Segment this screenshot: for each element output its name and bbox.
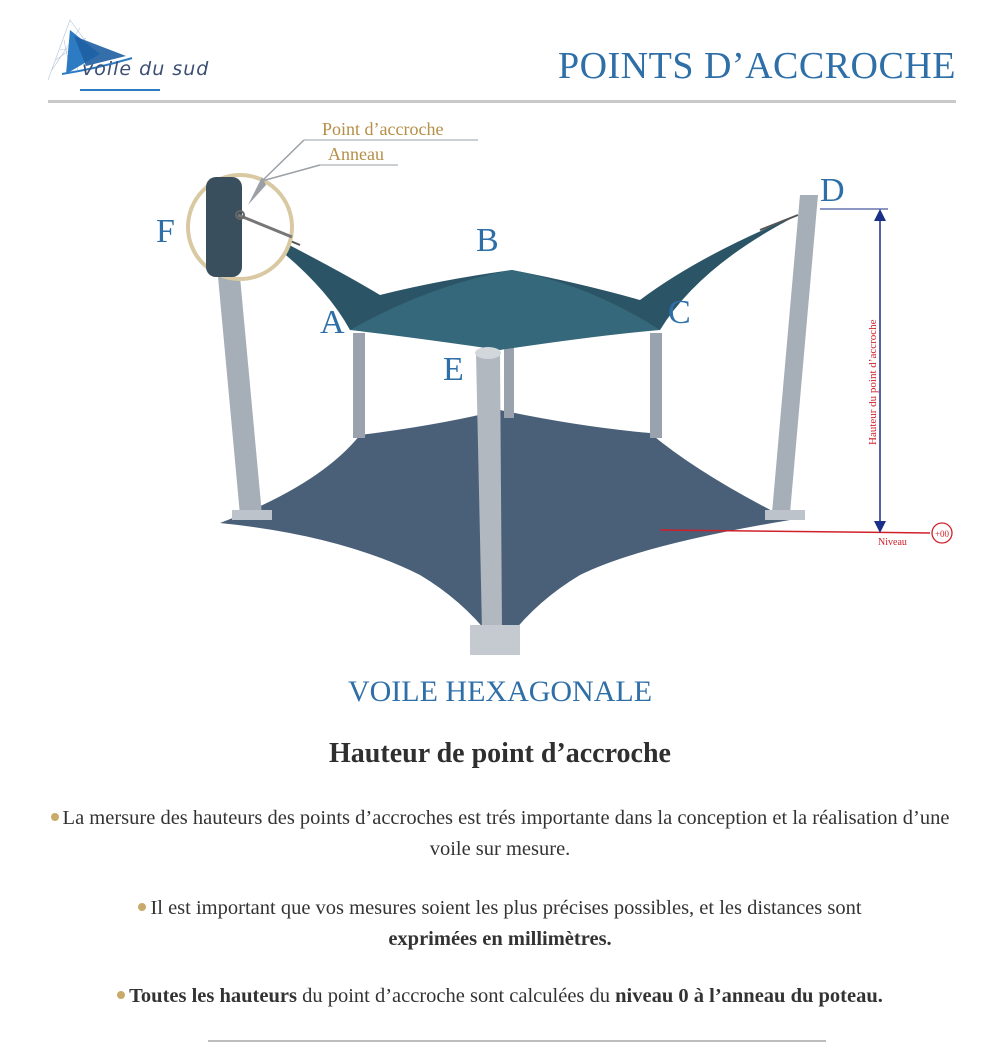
detail-pole-top	[206, 177, 242, 277]
level-value: +00	[934, 529, 950, 539]
paragraph-3-bold-2: niveau 0 à l’anneau du poteau.	[615, 985, 883, 1007]
footer-divider	[208, 1040, 826, 1042]
section-heading: Hauteur de point d’accroche	[329, 738, 671, 769]
corner-label-e: E	[443, 351, 464, 388]
logo-sail-icon	[40, 10, 280, 98]
pole-f-base	[232, 510, 272, 520]
pole-d	[772, 195, 818, 513]
diagram-title: VOILE HEXAGONALE	[347, 675, 653, 708]
paragraph-precision	[40, 893, 960, 955]
header-divider	[48, 100, 956, 103]
paragraph-2-text: Il est important que vos mesures soient les plus précises possibles, et les distances sont	[150, 897, 862, 919]
brand-name: voile du sud	[82, 58, 210, 80]
pole-c	[650, 333, 662, 438]
paragraph-3-bold-1: Toutes les hauteurs	[129, 985, 297, 1007]
paragraph-measurement-importance	[40, 803, 960, 865]
corner-label-c: C	[668, 294, 691, 331]
callout-ring-label: Anneau	[328, 144, 384, 164]
level-label: Niveau	[878, 537, 907, 548]
paragraph-1-text: La mersure des hauteurs des points d’accroches est trés importante dans la conception et la réalisation d’une voile sur mesure.	[62, 807, 950, 860]
sail-center	[350, 270, 660, 350]
paragraph-3-text: du point d’accroche sont calculées du	[296, 985, 616, 1007]
bullet-icon	[138, 903, 146, 911]
arrow-up-icon	[874, 209, 886, 221]
hexagonal-sail-illustration	[0, 105, 1000, 675]
pole-a	[353, 333, 365, 438]
tension-cable-d	[760, 215, 798, 230]
page-title: POINTS D’ACCROCHE	[557, 45, 956, 87]
corner-label-b: B	[476, 222, 499, 259]
corner-label-a: A	[320, 304, 345, 341]
bullet-icon	[117, 991, 125, 999]
pole-e-top	[475, 347, 501, 359]
pole-d-base	[765, 510, 805, 520]
corner-label-f: F	[156, 213, 175, 250]
corner-label-d: D	[820, 172, 845, 209]
callout-point-label: Point d’accroche	[322, 119, 444, 139]
paragraph-heights	[40, 981, 960, 1012]
pole-e-base	[470, 625, 520, 655]
arrow-down-icon	[874, 521, 886, 533]
brand-logo	[40, 10, 280, 98]
height-dimension-label: Hauteur du point d’accroche	[867, 319, 879, 445]
paragraph-2-bold: exprimées en millimètres.	[388, 928, 612, 950]
bullet-icon	[51, 813, 59, 821]
